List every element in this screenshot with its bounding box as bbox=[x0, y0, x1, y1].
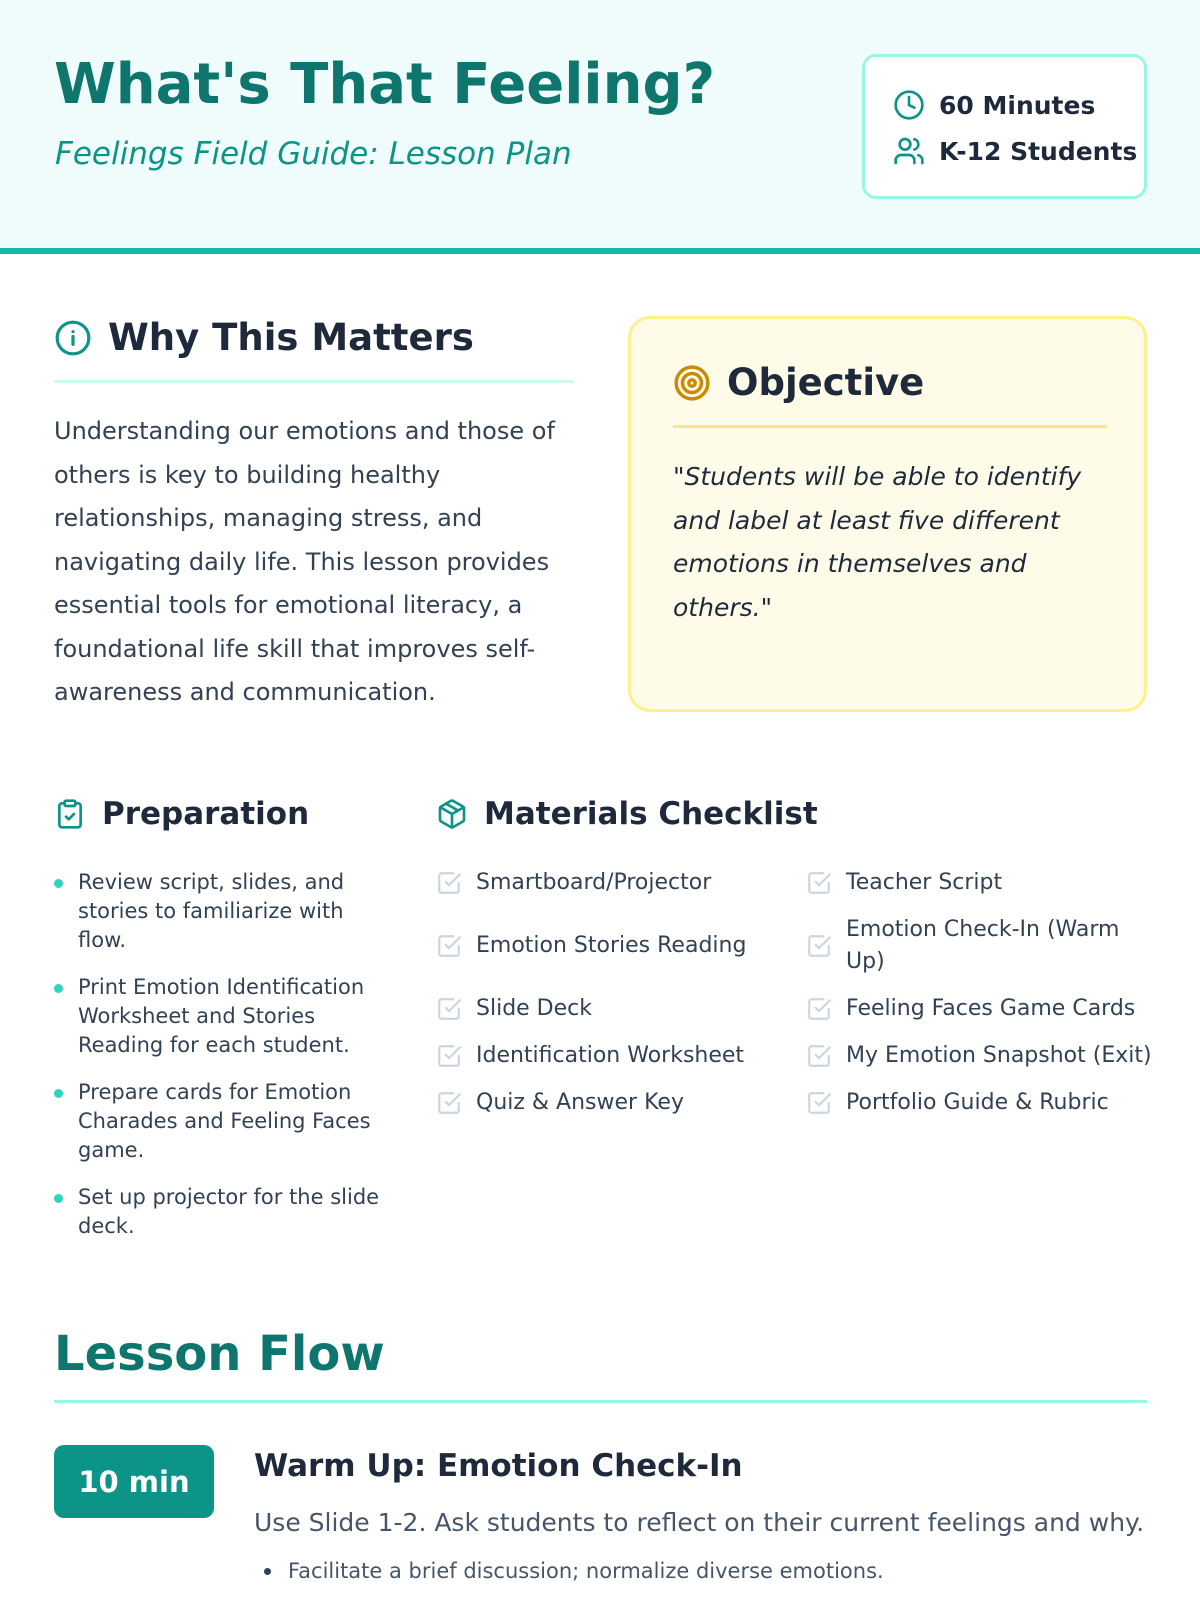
info-icon bbox=[54, 319, 92, 357]
objective-divider bbox=[673, 425, 1107, 428]
checklist-item[interactable] bbox=[806, 1087, 1146, 1119]
check-square-icon bbox=[436, 1090, 462, 1116]
materials-heading-text: Materials Checklist bbox=[484, 796, 818, 832]
package-icon bbox=[436, 798, 468, 830]
check-square-icon bbox=[436, 1043, 462, 1069]
audience-text: K-12 Students bbox=[939, 136, 1138, 166]
lesson-meta-card bbox=[862, 54, 1147, 199]
preparation-heading bbox=[54, 796, 309, 832]
duration-row bbox=[893, 89, 1095, 121]
checklist-item-label: Feeling Faces Game Cards bbox=[846, 996, 1136, 1021]
list-item: Prepare cards for Emotion Charades and Feeling Faces game. bbox=[54, 1078, 394, 1165]
duration-text: 60 Minutes bbox=[939, 90, 1096, 120]
step-time-badge: 10 min bbox=[54, 1445, 214, 1518]
list-item: Set up projector for the slide deck. bbox=[54, 1183, 394, 1241]
page-header bbox=[0, 0, 1200, 254]
checklist-item-label: Portfolio Guide & Rubric bbox=[846, 1090, 1109, 1115]
step-title: Warm Up: Emotion Check-In bbox=[254, 1448, 743, 1484]
why-divider bbox=[54, 380, 574, 383]
checklist-item[interactable] bbox=[806, 1040, 1166, 1072]
check-square-icon bbox=[436, 996, 462, 1022]
check-square-icon bbox=[806, 1043, 832, 1069]
checklist-item-label: Smartboard/Projector bbox=[476, 870, 712, 895]
check-square-icon bbox=[436, 870, 462, 896]
lesson-flow-divider bbox=[54, 1400, 1147, 1403]
checklist-item[interactable] bbox=[806, 914, 1146, 978]
preparation-heading-text: Preparation bbox=[102, 796, 310, 832]
checklist-item[interactable] bbox=[806, 993, 1146, 1025]
checklist-item-label: Emotion Check-In (Warm Up) bbox=[846, 917, 1120, 974]
target-icon bbox=[673, 364, 711, 402]
checklist-item-label: Emotion Stories Reading bbox=[476, 933, 747, 958]
list-item: Facilitate a brief discussion; normalize diverse emotions. bbox=[254, 1556, 884, 1586]
checklist-item[interactable] bbox=[436, 1087, 776, 1119]
list-item: Review script, slides, and stories to familiarize with flow. bbox=[54, 868, 394, 955]
check-square-icon bbox=[806, 1090, 832, 1116]
check-square-icon bbox=[806, 996, 832, 1022]
checklist-item[interactable] bbox=[436, 1040, 776, 1072]
checklist-item[interactable] bbox=[436, 993, 776, 1025]
checklist-item-label: Slide Deck bbox=[476, 996, 592, 1021]
materials-heading bbox=[436, 796, 818, 832]
why-heading-text: Why This Matters bbox=[108, 316, 474, 359]
step-description: Use Slide 1-2. Ask students to reflect on their current feelings and why. bbox=[254, 1508, 1145, 1537]
preparation-list bbox=[54, 868, 394, 1259]
clipboard-check-icon bbox=[54, 798, 86, 830]
check-square-icon bbox=[806, 933, 832, 959]
checklist-item[interactable] bbox=[436, 867, 776, 899]
check-square-icon bbox=[806, 870, 832, 896]
page-subtitle: Feelings Field Guide: Lesson Plan bbox=[55, 136, 572, 172]
check-square-icon bbox=[436, 933, 462, 959]
users-icon bbox=[893, 135, 925, 167]
checklist-item-label: My Emotion Snapshot (Exit) bbox=[846, 1043, 1152, 1068]
why-heading bbox=[54, 316, 474, 359]
objective-card bbox=[628, 316, 1147, 712]
page-title: What's That Feeling? bbox=[54, 52, 716, 117]
lesson-flow-heading: Lesson Flow bbox=[54, 1326, 385, 1382]
list-item: Print Emotion Identification Worksheet and Stories Reading for each student. bbox=[54, 973, 394, 1060]
objective-heading-text: Objective bbox=[727, 361, 925, 404]
objective-heading bbox=[673, 361, 924, 404]
checklist-item-label: Quiz & Answer Key bbox=[476, 1090, 684, 1115]
why-body: Understanding our emotions and those of others is key to building healthy relationships, managing stress, and navigating daily life. This lesson provides essential tools for emotional literacy, a foundational life skill that improves self-awareness and communication. bbox=[54, 417, 555, 706]
checklist-item[interactable] bbox=[436, 930, 776, 962]
checklist-item-label: Teacher Script bbox=[846, 870, 1003, 895]
step-bullet-list bbox=[254, 1556, 884, 1586]
objective-text: "Students will be able to identify and label at least five different emotions in themselves and others." bbox=[673, 462, 1082, 622]
checklist-item[interactable] bbox=[806, 867, 1146, 899]
checklist-item-label: Identification Worksheet bbox=[476, 1043, 745, 1068]
audience-row bbox=[893, 135, 1137, 167]
clock-icon bbox=[893, 89, 925, 121]
